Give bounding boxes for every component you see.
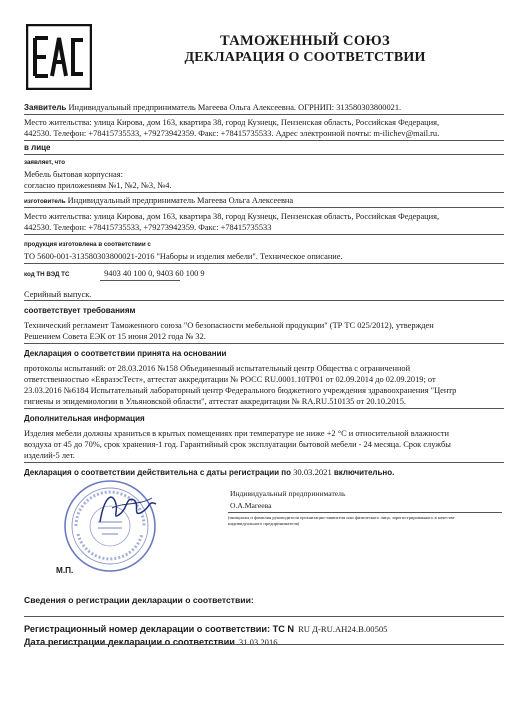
serial-value: Серийный выпуск. [24,290,92,299]
tnved-value: 9403 40 100 0, 9403 60 100 9 [104,269,205,278]
applicant-ogrnip: ОГРНИП: 313580303800021. [298,103,402,112]
signer-note-2: индивидуального предпринимателя) [228,521,300,526]
in-person-label: в лице [24,143,51,152]
registration-number-value: RU Д-RU.AH24.B.00505 [298,624,388,634]
header-subtitle: ДЕКЛАРАЦИЯ О СООТВЕТСТВИИ [184,50,426,65]
basis-line-4: гигиены и эпидемиологии в Ульяновской области", аттестат аккредитации № RA.RU.510135 от 20.10.2015. [24,397,407,406]
header-title: ТАМОЖЕННЫЙ СОЮЗ [220,33,390,49]
validity-date: 30.03.2021 [293,467,332,477]
validity-line [24,467,502,478]
applicant-address-1: Место жительства: улица Кирова, дом 163, квартира 38, город Кузнецк, Пензенская область, Российская Федерация, [24,118,440,127]
signer-role: Индивидуальный предприниматель [230,489,346,498]
basis-line-1: протоколы испытаний: от 28.03.2016 №158 Объединенный испытательный центр Общества с ограниченной [24,364,411,373]
applicant-address-2: 442530. Телефон: +78415735533, +79273942359. Факс: +78415735533. Адрес электронной почты: m-ilichev@mail.ru. [24,129,440,138]
registration-label: Сведения о регистрации декларации о соответствии: [24,595,254,605]
registration-number-label: Регистрационный номер декларации о соответствии: ТС N [24,624,295,634]
manufacturer-name: Индивидуальный предприниматель Магеева Ольга Алексеевна [67,196,294,205]
additional-label: Дополнительная информация [24,414,145,423]
signer-note-1: (инициалы и фамилия руководителя организации-заявителя или физического лица, зарегистрированного в качестве [228,515,455,520]
applicant-name: Индивидуальный предприниматель Магеева Ольга Алексеевна. [68,103,297,112]
applicant-line [24,102,502,113]
product-line-1: Мебель бытовая корпусная: [24,170,123,179]
registration-date-line [24,632,278,650]
declares-label: заявляет, что [24,159,65,166]
additional-line-1: Изделия мебели должны храниться в крытых помещениях при температуре не ниже +2 °С и относительной влажности [24,429,450,438]
eac-logo [26,24,92,90]
produced-label: продукция изготовлена в соответствии с [24,241,151,248]
registration-date-label: Дата регистрации декларации о соответствии [24,637,235,647]
manufacturer-label: изготовитель [24,198,66,205]
manufacturer-address-2: 442530. Телефон: +78415735533, +79273942359. Факс: +78415735533 [24,223,272,232]
validity-label: Декларация о соответствии действительна с даты регистрации по [24,468,291,477]
tnved-label: код ТН ВЭД ТС [24,271,70,278]
basis-label: Декларация о соответствии принята на основании [24,349,227,358]
manufacturer-address-1: Место жительства: улица Кирова, дом 163, квартира 38, город Кузнецк, Пензенская область, Российская Федерация, [24,212,440,221]
requirements-line-1: Технический регламент Таможенного союза "О безопасности мебельной продукции" (ТР ТС 025/2012), утвержден [24,321,434,330]
requirements-label: соответствует требованиям [24,306,136,315]
requirements-line-2: Решением Совета ЕЭК от 15 июня 2012 года № 32. [24,332,206,341]
basis-line-3: 23.03.2016 №6184 Испытательный лабораторный центр Федерального бюджетного учреждения здравоохранения "Центр [24,386,457,395]
produced-value: ТО 5600-001-313580303800021-2016 "Наборы и изделия мебели". Техническое описание. [24,252,343,261]
manufacturer-line [24,195,502,207]
basis-line-2: ответственностью «ЕвразэсТест», аттестат аккредитации № РОСС RU.0001.10ТР01 от 02.09.2014 до 02.09.2019; от [24,375,436,384]
additional-line-3: изделий-5 лет. [24,451,75,460]
validity-tail: включительно. [333,468,395,477]
applicant-label: Заявитель [24,103,67,112]
signer-name: О.А.Магеева [230,501,272,510]
additional-line-2: воздуха от 45 до 70%, срок хранения-1 год. Гарантийный срок эксплуатации бытовой мебели - 24 месяца. Срок службы [24,440,451,449]
product-line-2: согласно приложениям №1, №2, №3, №4. [24,181,172,190]
signature-scribble [82,478,172,538]
registration-date-value: 31.03.2016 [238,637,278,647]
mp-label: М.П. [56,566,74,575]
tnved-line [24,268,502,280]
